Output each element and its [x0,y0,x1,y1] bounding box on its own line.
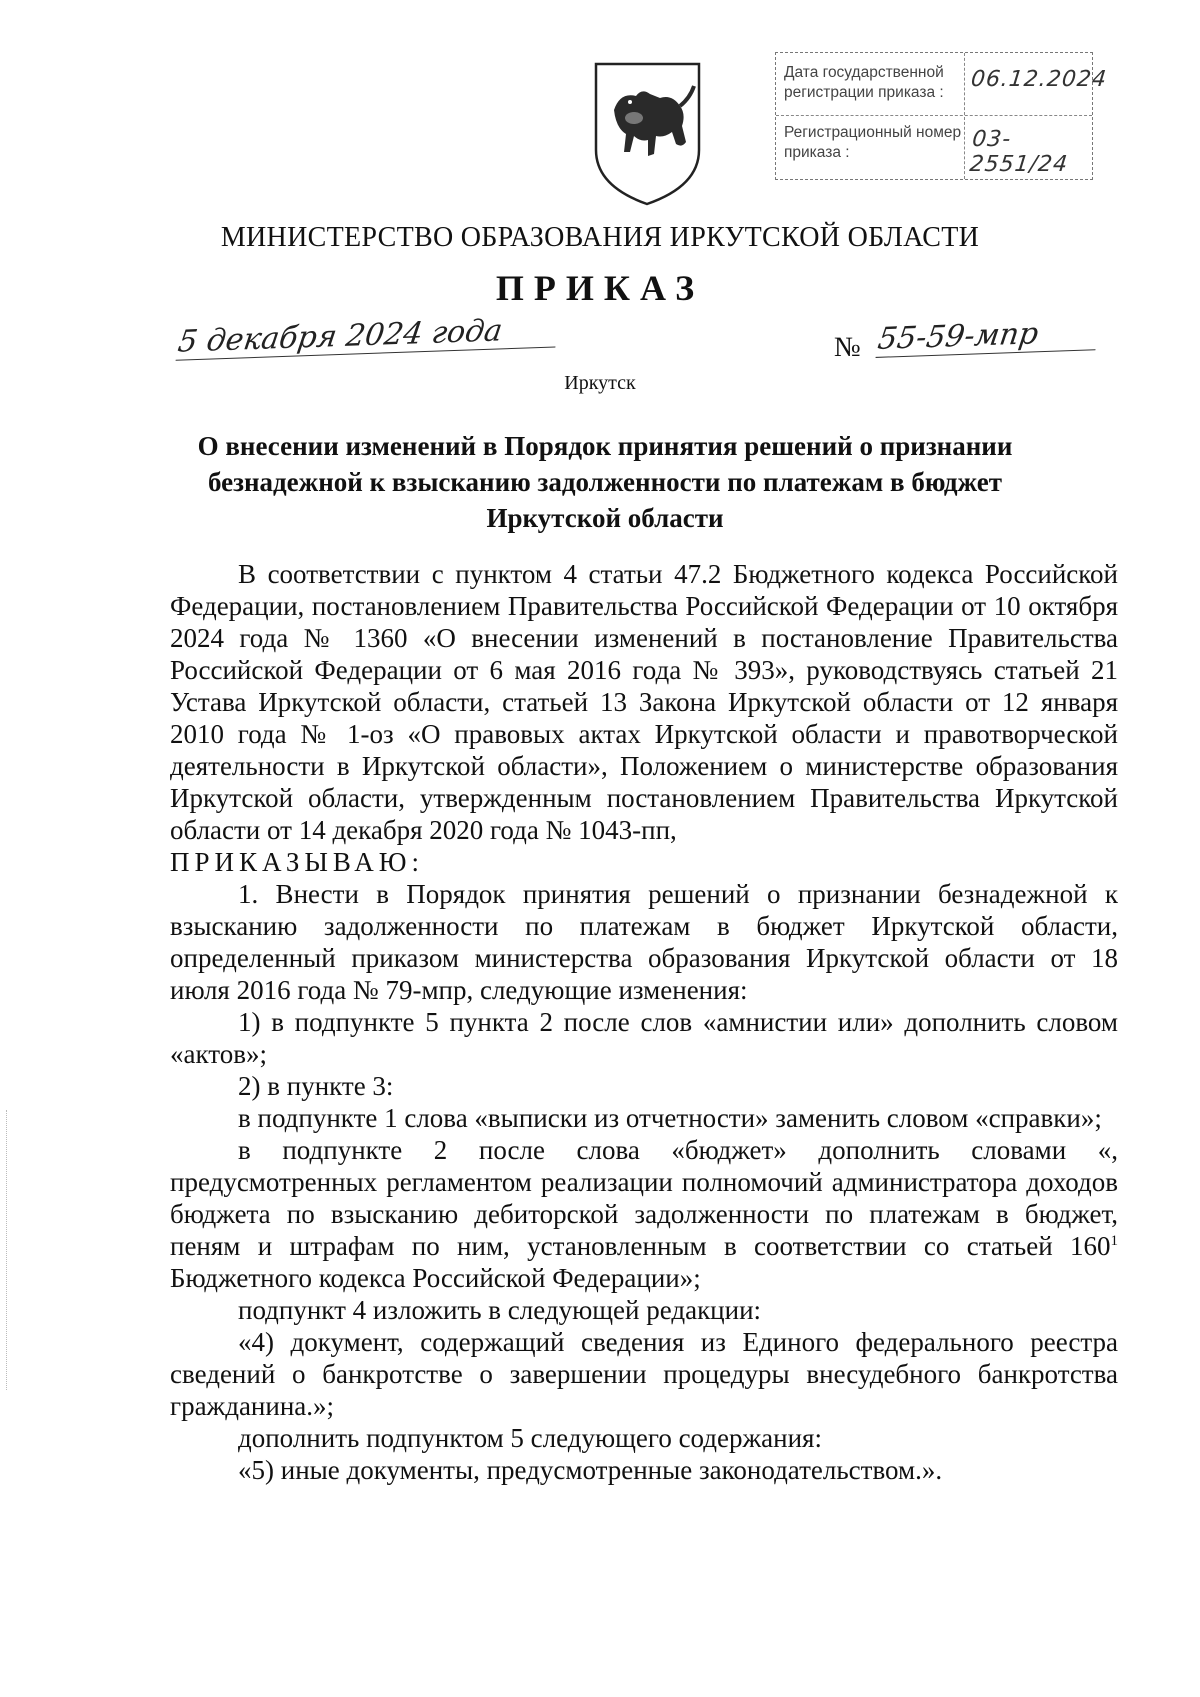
subparagraph-2-item-a: в подпункте 1 слова «выписки из отчетности» заменить словом «справки»; [238,1103,1102,1133]
stamp-date-value: 06.12.2024 [969,67,1109,92]
preamble-paragraph: В соответствии с пунктом 4 статьи 47.2 Бюджетного кодекса Российской Федерации, постановлением Правительства Российской Федерации от 10 октября 2024 года № 1360 «О внесении изменений в постановление Правительства Российской Федерации от 6 мая 2016 года № 393», руководствуясь статьей 21 Устава Иркутской области, статьей 13 Закона Иркутской области от 12 января 2010 года № 1-оз «О правовых актах Иркутской области и правотворческой деятельности в Иркутской области», Положением о министерстве образования Иркутской области, утвержденным постановлением Правительства Иркутской области от 14 декабря 2020 года № 1043-пп, [170,559,1118,845]
subparagraph-2-item-f: «5) иные документы, предусмотренные законодательством.». [238,1455,943,1485]
stamp-date-label: Дата государственной регистрации приказа : [784,64,944,101]
item-b-superscript: 1 [1110,1233,1118,1249]
stamp-regnum-label: Регистрационный номер приказа : [784,124,962,161]
paragraph-1: 1. Внести в Порядок принятия решений о признании безнадежной к взысканию задолженности по платежам в бюджет Иркутской области, определенный приказом министерства образования Иркутской области от 18 июля 2016 года № 79-мпр, следующие изменения: [170,879,1118,1005]
number-sign: № [834,332,861,363]
item-b-text-end: Бюджетного кодекса Российской Федерации»; [170,1263,701,1293]
subparagraph-2-item-d: «4) документ, содержащий сведения из Единого федерального реестра сведений о банкротстве о завершении процедуры внесудебного банкротства гражданина.»; [170,1327,1118,1421]
subparagraph-2-item-b [170,1134,1118,1294]
handwritten-date: 5 декабря 2024 года [176,311,561,360]
subparagraph-2-item-c: подпункт 4 изложить в следующей редакции: [238,1295,762,1325]
registration-stamp [775,52,1109,180]
stamp-date-row [776,57,1109,117]
city-name: Иркутск [564,372,636,394]
stamp-regnum-value: 03-2551/24 [968,127,1070,177]
document-type: ПРИКАЗ [495,268,705,308]
ministry-name: МИНИСТЕРСТВО ОБРАЗОВАНИЯ ИРКУТСКОЙ ОБЛАСТИ [220,222,980,253]
stamp-regnum-row [776,117,1092,177]
subparagraph-1: 1) в подпункте 5 пункта 2 после слов «амнистии или» дополнить словом «актов»; [170,1007,1118,1069]
document-title: О внесении изменений в Порядок принятия решений о признании безнадежной к взысканию задолженности по платежам в бюджет Иркутской области [197,431,1013,533]
subparagraph-2-item-e: дополнить подпунктом 5 следующего содержания: [238,1423,822,1453]
handwritten-number: 55-59-мпр [876,314,1101,358]
document-body [170,558,1118,1486]
item-b-text: в подпункте 2 после слова «бюджет» дополнить словами «, предусмотренных регламентом реализации полномочий администратора доходов бюджета по взысканию дебиторской задолженности по платежам в бюджет, пеням и штрафам по ним, установленным в соответствии со статьей 160 [170,1135,1118,1261]
coat-of-arms-icon [590,58,705,208]
subparagraph-2: 2) в пункте 3: [238,1071,394,1101]
decree-word: ПРИКАЗЫВАЮ: [170,847,424,877]
scan-margin-mark [6,1110,9,1390]
